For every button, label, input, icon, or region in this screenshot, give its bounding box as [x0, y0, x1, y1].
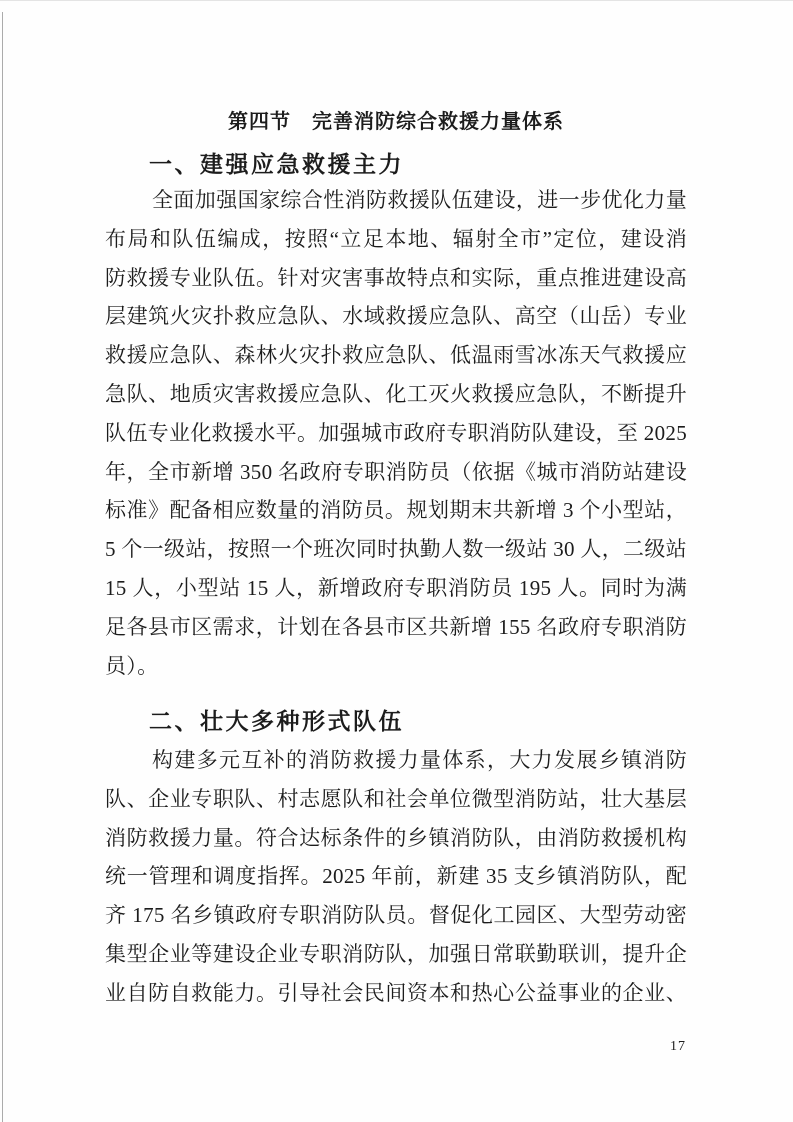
page-number: 17: [670, 1039, 686, 1054]
text-line: 队伍专业化救援水平。加强城市政府专职消防队建设，至 2025: [105, 420, 687, 445]
scan-edge-top: [0, 0, 793, 1]
text-line: 队、企业专职队、村志愿队和社会单位微型消防站，壮大基层: [105, 786, 687, 811]
text-line: 构建多元互补的消防救援力量体系，大力发展乡镇消防: [152, 748, 687, 772]
scan-edge-left: [2, 12, 3, 1122]
text-line: 齐 175 名乡镇政府专职消防队员。督促化工园区、大型劳动密: [105, 903, 687, 928]
text-line: 5 个一级站，按照一个班次同时执勤人数一级站 30 人，二级站: [105, 537, 687, 562]
text-line: 足各县市区需求，计划在各县市区共新增 155 名政府专职消防: [105, 614, 687, 639]
text-line: 集型企业等建设企业专职消防队，加强日常联勤联训，提升企: [105, 941, 687, 966]
heading-build-main-rescue-force: 一、建强应急救援主力: [149, 151, 404, 177]
text-line: 15 人，小型站 15 人，新增政府专职消防员 195 人。同时为满: [105, 575, 687, 600]
text-line: 防救援专业队伍。针对灾害事故特点和实际，重点推进建设高: [105, 265, 687, 290]
text-line: 年，全市新增 350 名政府专职消防员（依据《城市消防站建设: [105, 459, 687, 484]
text-line: 业自防自救能力。引导社会民间资本和热心公益事业的企业、: [105, 980, 687, 1005]
text-line: 层建筑火灾扑救应急队、水域救援应急队、高空（山岳）专业: [105, 304, 687, 329]
section-title: 第四节 完善消防综合救援力量体系: [228, 111, 564, 133]
text-line: 救援应急队、森林火灾扑救应急队、低温雨雪冰冻天气救援应: [105, 343, 687, 368]
text-line: 全面加强国家综合性消防救援队伍建设，进一步优化力量: [152, 188, 687, 212]
text-line: 布局和队伍编成，按照“立足本地、辐射全市”定位，建设消: [105, 226, 687, 251]
text-line: 急队、地质灾害救援应急队、化工灭火救援应急队，不断提升: [105, 381, 687, 406]
text-line: 统一管理和调度指挥。2025 年前，新建 35 支乡镇消防队，配: [105, 864, 687, 889]
heading-grow-diverse-teams: 二、壮大多种形式队伍: [149, 708, 404, 734]
text-line: 员）。: [105, 653, 159, 678]
text-line: 消防救援力量。符合达标条件的乡镇消防队，由消防救援机构: [105, 825, 687, 850]
paragraph-2: [105, 741, 687, 1013]
paragraph-1: [105, 181, 687, 685]
text-line: 标准》配备相应数量的消防员。规划期末共新增 3 个小型站，: [105, 498, 687, 523]
